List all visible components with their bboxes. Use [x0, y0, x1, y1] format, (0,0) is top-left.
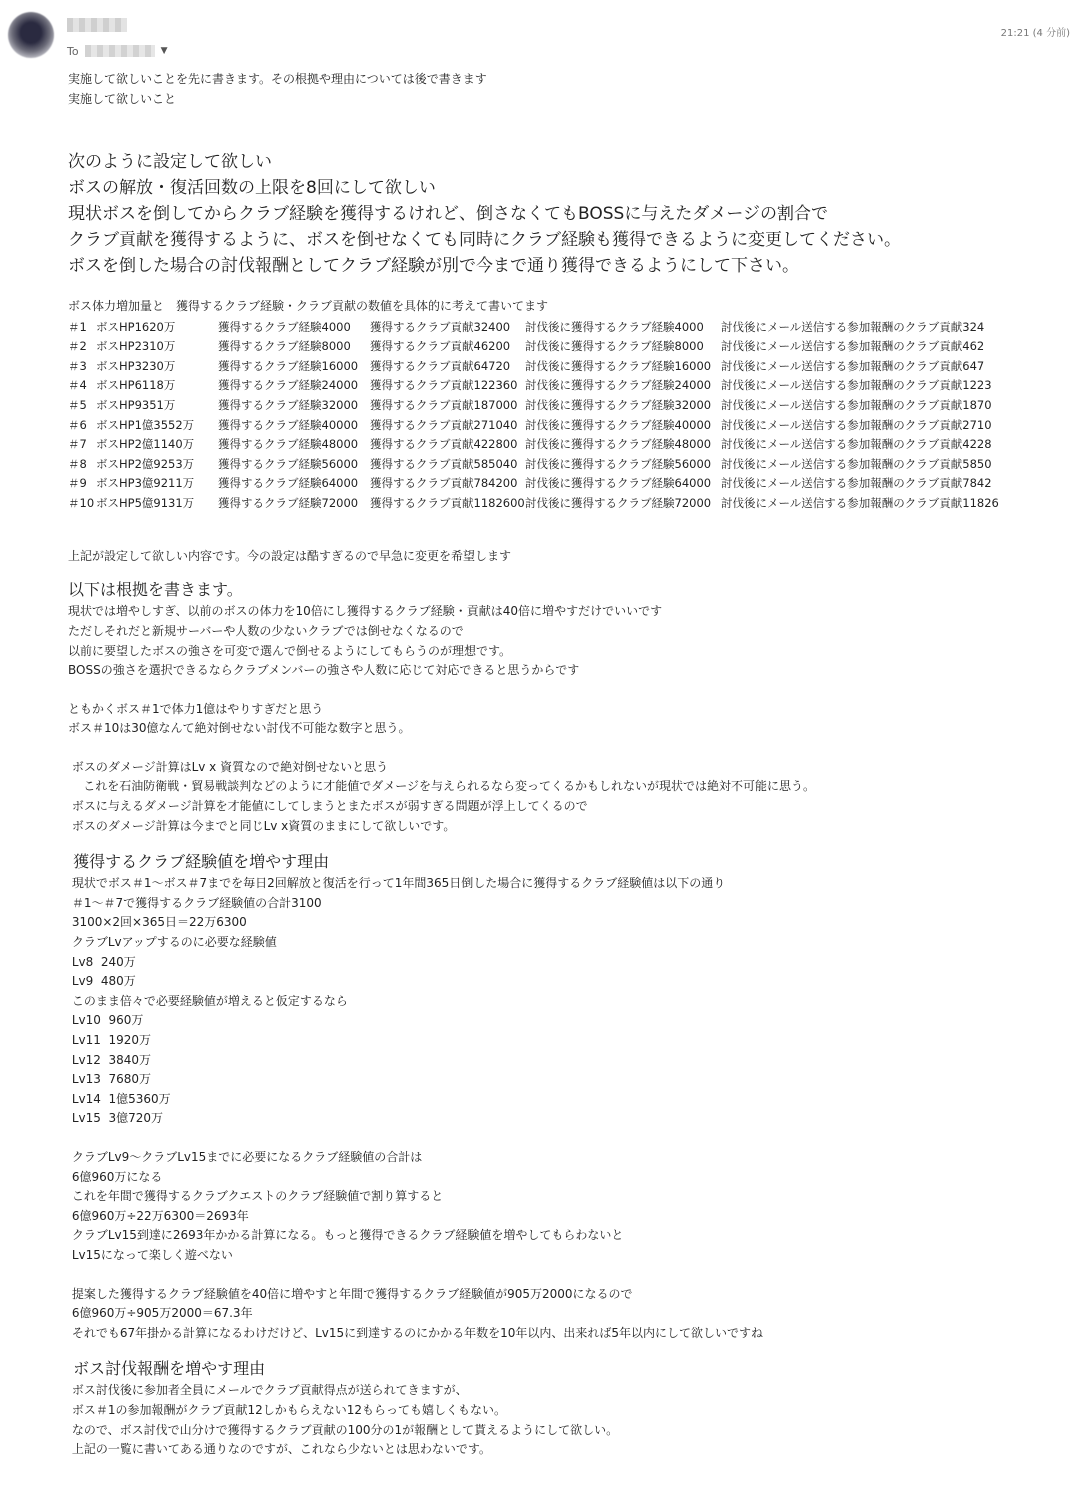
exp-block [68, 874, 1068, 1129]
boss-opinion-block [68, 700, 1068, 739]
request-block [68, 149, 1068, 279]
boss-cell-hp: ボスHP5億9131万 [96, 495, 195, 510]
request-line: クラブ貢献を獲得するように、ボスを倒せなくても同時にクラブ経験も獲得できるように変更してください。 [68, 230, 901, 251]
intro-line: 実施して欲しいことを先に書きます。その根拠や理由については後で書きます [68, 72, 487, 86]
boss-cell-no: ＃5 [68, 397, 87, 412]
exp-line: Lv14 1億5360万 [68, 1091, 171, 1106]
calc-line: クラブLv15到達に2693年かかる計算になる。もっと獲得できるクラブ経験値を増やしてもらわないと [68, 1228, 624, 1243]
boss-cell-no: ＃2 [68, 339, 87, 354]
timestamp: 21:21 (4 分前) [1000, 28, 1070, 39]
request-line: 現状ボスを倒してからクラブ経験を獲得するけれど、倒さなくてもBOSSに与えたダメージの割合で [68, 204, 828, 225]
boss-cell-reward: 討伐後にメール送信する参加報酬のクラブ貢献1223 [721, 378, 992, 393]
recipient-redacted [85, 45, 155, 57]
boss-cell-hp: ボスHP1億3552万 [96, 417, 195, 432]
boss-cell-exp: 獲得するクラブ経験16000 [218, 358, 359, 373]
boss-cell-reward: 討伐後にメール送信する参加報酬のクラブ貢献647 [721, 358, 985, 373]
recipient-row[interactable] [67, 44, 168, 58]
reward-block [68, 1381, 1068, 1459]
boss-table-row [68, 434, 1051, 454]
basis-heading: 以下は根拠を書きます。 [68, 580, 243, 600]
boss-cell-contrib: 獲得するクラブ貢献46200 [370, 339, 511, 354]
boss-cell-hp: ボスHP1620万 [96, 319, 176, 334]
to-label: To [67, 44, 79, 58]
boss-cell-contrib: 獲得するクラブ貢献271040 [370, 417, 518, 432]
basis-line: ただしそれだと新規サーバーや人数の少ないクラブでは倒せなくなるので [68, 623, 464, 638]
boss-cell-exp: 獲得するクラブ経験56000 [218, 456, 359, 471]
opinion-line: ともかくボス＃1で体力1億はやりすぎだと思う [68, 701, 324, 716]
boss-cell-contrib: 獲得するクラブ貢献32400 [370, 319, 511, 334]
proposal-line: それでも67年掛かる計算になるわけだけど、Lv15に到達するのにかかる年数を10年以内、出来れば5年以内にして欲しいですね [68, 1325, 764, 1340]
damage-line: これを石油防衛戦・貿易戦談判などのように才能値でダメージを与えられるなら変ってくるかもしれないが現状では絶対不可能に思う。 [68, 779, 816, 794]
boss-cell-hp: ボスHP2億9253万 [96, 456, 195, 471]
after-table-note: 上記が設定して欲しい内容です。今の設定は酷すぎるので早急に変更を希望します [68, 548, 512, 563]
boss-cell-no: ＃8 [68, 456, 87, 471]
boss-cell-no: ＃10 [68, 495, 95, 510]
boss-cell-contrib: 獲得するクラブ貢献784200 [370, 476, 518, 491]
proposal-line: 6億960万÷905万2000＝67.3年 [68, 1306, 253, 1321]
boss-cell-kill-exp: 討伐後に獲得するクラブ経験48000 [525, 437, 712, 452]
request-line: 次のように設定して欲しい [68, 152, 272, 173]
basis-block [68, 602, 1068, 680]
damage-line: ボスに与えるダメージ計算を才能値にしてしまうとまたボスが弱すぎる問題が浮上してくるので [68, 799, 588, 814]
exp-line: 3100×2回×365日＝22万6300 [68, 915, 247, 930]
damage-block [68, 758, 1068, 836]
boss-cell-contrib: 獲得するクラブ貢献422800 [370, 437, 518, 452]
boss-cell-exp: 獲得するクラブ経験64000 [218, 476, 359, 491]
table-intro: ボス体力増加量と 獲得するクラブ経験・クラブ貢献の数値を具体的に考えて書いてます [68, 299, 549, 314]
boss-cell-reward: 討伐後にメール送信する参加報酬のクラブ貢献7842 [721, 476, 992, 491]
exp-line: Lv13 7680万 [68, 1072, 152, 1087]
boss-cell-exp: 獲得するクラブ経験40000 [218, 417, 359, 432]
sender-name-redacted[interactable] [67, 18, 127, 32]
boss-cell-no: ＃3 [68, 358, 87, 373]
calc-line: クラブLv9～クラブLv15までに必要になるクラブ経験値の合計は [68, 1149, 423, 1164]
exp-line: Lv10 960万 [68, 1013, 144, 1028]
boss-cell-kill-exp: 討伐後に獲得するクラブ経験72000 [525, 495, 712, 510]
boss-cell-reward: 討伐後にメール送信する参加報酬のクラブ貢献462 [721, 339, 985, 354]
reward-line: なので、ボス討伐で山分けで獲得するクラブ貢献の100分の1が報酬として貰えるようにして欲しい。 [68, 1422, 619, 1437]
basis-line: 以前に要望したボスの強さを可変で選んで倒せるようにしてもらうのが理想です。 [68, 643, 512, 658]
boss-cell-contrib: 獲得するクラブ貢献1182600 [370, 495, 525, 510]
proposal-block [68, 1285, 1068, 1344]
reward-line: ボス討伐後に参加者全員にメールでクラブ貢献得点が送られてきますが、 [68, 1383, 468, 1398]
opinion-line: ボス＃10は30億なんて絶対倒せない討伐不可能な数字と思う。 [68, 721, 411, 736]
email-header [0, 0, 1082, 70]
calc-line: Lv15になって楽しく遊べない [68, 1247, 233, 1262]
boss-cell-reward: 討伐後にメール送信する参加報酬のクラブ貢献2710 [721, 417, 992, 432]
boss-table-row [68, 493, 1051, 513]
exp-line: Lv11 1920万 [68, 1033, 152, 1047]
intro-line: 実施して欲しいこと [68, 91, 177, 106]
basis-line: BOSSの強さを選択できるならクラブメンバーの強さや人数に応じて対応できると思うからです [68, 663, 580, 678]
request-line: ボスを倒した場合の討伐報酬としてクラブ経験が別で今まで通り獲得できるようにして下さい。 [68, 256, 799, 277]
boss-cell-no: ＃9 [68, 476, 87, 491]
boss-table-row [68, 474, 1051, 494]
boss-cell-exp: 獲得するクラブ経験48000 [218, 437, 359, 452]
boss-cell-contrib: 獲得するクラブ貢献64720 [370, 358, 511, 373]
boss-cell-kill-exp: 討伐後に獲得するクラブ経験32000 [525, 397, 712, 412]
exp-line: このまま倍々で必要経験値が増えると仮定するなら [68, 993, 348, 1008]
boss-cell-kill-exp: 討伐後に獲得するクラブ経験40000 [525, 417, 712, 432]
boss-cell-exp: 獲得するクラブ経験4000 [218, 319, 351, 334]
reward-heading: ボス討伐報酬を増やす理由 [68, 1359, 266, 1379]
proposal-line: 提案した獲得するクラブ経験値を40倍に増やすと年間で獲得するクラブ経験値が905万2000になるので [68, 1286, 633, 1301]
boss-cell-kill-exp: 討伐後に獲得するクラブ経験24000 [525, 378, 712, 393]
calc-line: 6億960万÷22万6300＝2693年 [68, 1208, 249, 1223]
calc-line: 6億960万になる [68, 1169, 163, 1184]
boss-cell-contrib: 獲得するクラブ貢献122360 [370, 378, 518, 393]
boss-cell-no: ＃7 [68, 437, 87, 452]
boss-cell-reward: 討伐後にメール送信する参加報酬のクラブ貢献324 [721, 319, 985, 334]
exp-line: クラブLvアップするのに必要な経験値 [68, 935, 277, 950]
boss-table-row [68, 395, 1051, 415]
boss-table-row [68, 376, 1051, 396]
boss-table [68, 317, 1051, 513]
boss-cell-hp: ボスHP3230万 [96, 358, 176, 373]
boss-cell-reward: 討伐後にメール送信する参加報酬のクラブ貢献1870 [721, 397, 992, 412]
damage-line: ボスのダメージ計算は今までと同じLv x資質のままにして欲しいです。 [68, 818, 456, 833]
boss-cell-reward: 討伐後にメール送信する参加報酬のクラブ貢献11826 [721, 495, 999, 510]
exp-line: Lv8 240万 [68, 954, 136, 969]
damage-line: ボスのダメージ計算はLv x 資質なので絶対倒せないと思う [68, 759, 389, 774]
boss-cell-no: ＃4 [68, 378, 87, 393]
boss-cell-hp: ボスHP3億9211万 [96, 476, 195, 491]
exp-line: Lv12 3840万 [68, 1052, 152, 1067]
basis-line: 現状では増やしすぎ、以前のボスの体力を10倍にし獲得するクラブ経験・貢献は40倍に増やすだけでいいです [68, 604, 663, 619]
boss-cell-exp: 獲得するクラブ経験8000 [218, 339, 351, 354]
boss-cell-reward: 討伐後にメール送信する参加報酬のクラブ貢献5850 [721, 456, 992, 471]
boss-cell-kill-exp: 討伐後に獲得するクラブ経験4000 [525, 319, 704, 334]
boss-cell-exp: 獲得するクラブ経験24000 [218, 378, 359, 393]
boss-cell-kill-exp: 討伐後に獲得するクラブ経験64000 [525, 476, 712, 491]
email-body [68, 70, 1068, 1460]
reward-line: ボス＃1の参加報酬がクラブ貢献12しかもらえない12もらっても嬉しくもない。 [68, 1402, 506, 1417]
boss-cell-hp: ボスHP2億1140万 [96, 437, 195, 452]
boss-cell-hp: ボスHP6118万 [96, 378, 176, 393]
chevron-down-icon[interactable]: ▼ [160, 46, 168, 56]
boss-table-row [68, 415, 1051, 435]
exp-line: ＃1～＃7で獲得するクラブ経験値の合計3100 [68, 895, 322, 910]
exp-line: Lv15 3億720万 [68, 1111, 164, 1126]
boss-cell-exp: 獲得するクラブ経験72000 [218, 495, 359, 510]
boss-table-row [68, 454, 1051, 474]
boss-table-row [68, 356, 1051, 376]
boss-cell-contrib: 獲得するクラブ貢献187000 [370, 397, 518, 412]
boss-cell-reward: 討伐後にメール送信する参加報酬のクラブ貢献4228 [721, 437, 992, 452]
boss-cell-exp: 獲得するクラブ経験32000 [218, 397, 359, 412]
calc-block [68, 1148, 1068, 1266]
exp-heading: 獲得するクラブ経験値を増やす理由 [68, 852, 330, 872]
boss-cell-no: ＃6 [68, 417, 87, 432]
reward-line: 上記の一覧に書いてある通りなのですが、これなら少ないとは思わないです。 [68, 1442, 491, 1457]
request-line: ボスの解放・復活回数の上限を8回にして欲しい [68, 178, 436, 199]
boss-cell-no: ＃1 [68, 319, 87, 334]
boss-table-block [68, 297, 1068, 513]
exp-line: Lv9 480万 [68, 974, 136, 989]
boss-cell-kill-exp: 討伐後に獲得するクラブ経験16000 [525, 358, 712, 373]
boss-cell-contrib: 獲得するクラブ貢献585040 [370, 456, 518, 471]
boss-cell-hp: ボスHP9351万 [96, 397, 176, 412]
boss-table-row [68, 317, 1051, 337]
boss-table-row [68, 336, 1051, 356]
intro-block [68, 70, 1068, 109]
boss-cell-hp: ボスHP2310万 [96, 339, 176, 354]
calc-line: これを年間で獲得するクラブクエストのクラブ経験値で割り算すると [68, 1189, 444, 1204]
sender-avatar[interactable] [8, 12, 54, 58]
boss-cell-kill-exp: 討伐後に獲得するクラブ経験8000 [525, 339, 704, 354]
exp-line: 現状でボス＃1～ボス＃7までを毎日2回解放と復活を行って1年間365日倒した場合に獲得するクラブ経験値は以下の通り [68, 876, 726, 891]
boss-cell-kill-exp: 討伐後に獲得するクラブ経験56000 [525, 456, 712, 471]
